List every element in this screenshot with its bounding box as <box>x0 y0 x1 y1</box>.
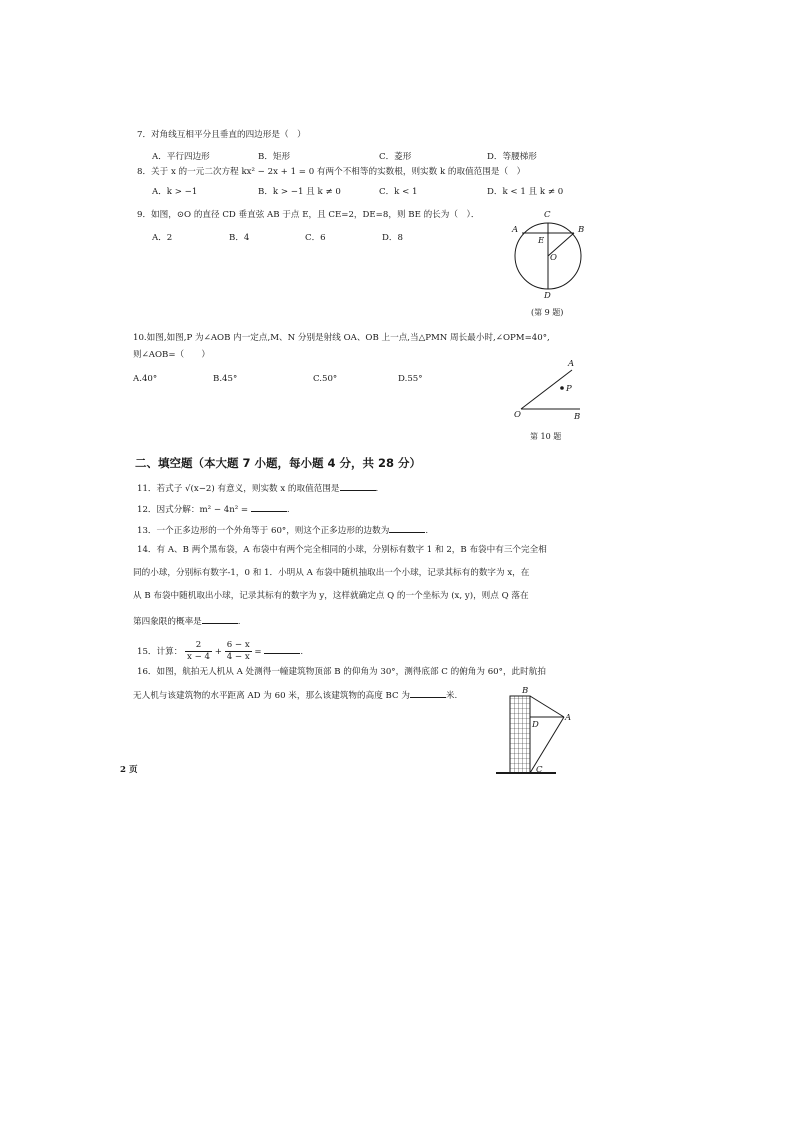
q15-plus: + <box>214 647 222 657</box>
label-b: B <box>578 225 585 235</box>
q14-line4-text: 第四象限的概率是 <box>133 617 202 627</box>
q10-line2: 则∠AOB=（ ） <box>133 350 210 360</box>
ray-oa <box>521 370 572 409</box>
label-a: A <box>565 713 572 723</box>
q10-option-b: B.45° <box>213 374 238 384</box>
q11-text: 11．若式子 √(x−2) 有意义，则实数 x 的取值范围是 <box>137 484 340 494</box>
label-o: O <box>514 410 521 420</box>
q9-option-c: C．6 <box>305 233 326 243</box>
q16-line1: 16．如图，航拍无人机从 A 处测得一幢建筑物顶部 B 的仰角为 30°，测得底部 C 的俯角为 60°，此时航拍 <box>137 667 546 677</box>
q7-option-c: C．菱形 <box>379 152 412 162</box>
q14-line3: 从 B 布袋中随机取出小球，记录其标有的数字为 y，这样就确定点 Q 的一个坐标为 (x, y)，则点 Q 落在 <box>133 591 529 601</box>
q13-text: 13．一个正多边形的一个外角等于 60°，则这个正多边形的边数为 <box>137 526 390 536</box>
q14-line4 <box>133 615 241 628</box>
q15-answer-blank <box>264 645 300 654</box>
label-p: P <box>566 384 572 394</box>
q15-equals: = <box>254 647 262 657</box>
q8-option-d: D．k < 1 且 k ≠ 0 <box>487 187 564 197</box>
q15 <box>137 640 303 664</box>
fraction-1-numerator: 2 <box>185 640 212 652</box>
q7-option-b: B．矩形 <box>258 152 291 162</box>
q8-option-b: B．k > −1 且 k ≠ 0 <box>258 187 341 197</box>
q7-option-d: D．等腰梯形 <box>487 152 537 162</box>
q9-option-d: D．8 <box>382 233 403 243</box>
label-a: A <box>512 225 519 235</box>
q12-text: 12．因式分解：m² − 4n² = <box>137 505 249 515</box>
fraction-2-numerator: 6 − x <box>226 640 250 650</box>
q10-option-d: D.55° <box>398 374 423 384</box>
q14-line2: 同的小球，分别标有数字-1，0 和 1．小明从 A 布袋中随机抽取出一个小球，记录其标有的数字为 x，在 <box>133 568 530 578</box>
q11-answer-blank <box>340 482 376 491</box>
q16-answer-blank <box>410 689 446 698</box>
label-b: B <box>574 412 581 422</box>
q13 <box>137 524 428 537</box>
q14-line1: 14．有 A、B 两个黑布袋，A 布袋中有两个完全相同的小球，分别标有数字 1 和 2，B 布袋中有三个完全相 <box>137 545 547 555</box>
q13-answer-blank <box>389 524 425 533</box>
q12-end: . <box>286 505 290 515</box>
q7-option-a: A．平行四边形 <box>152 152 210 162</box>
label-a: A <box>568 359 575 369</box>
label-e: E <box>538 236 545 246</box>
label-o: O <box>550 253 557 263</box>
q7-stem: 7．对角线互相平分且垂直的四边形是（ ） <box>137 130 306 140</box>
q10-angle-figure <box>510 357 590 423</box>
label-d: D <box>544 291 551 301</box>
q11 <box>137 482 378 495</box>
fraction-2-denominator: 4 − x <box>226 652 250 662</box>
label-c: C <box>544 210 551 220</box>
q16-building-figure <box>494 683 580 779</box>
q9-circle-figure <box>508 205 594 305</box>
q13-end: . <box>425 526 429 536</box>
q9-option-a: A．2 <box>152 233 173 243</box>
q8-stem: 8．关于 x 的一元二次方程 kx² − 2x + 1 = 0 有两个不相等的实数根，则实数 k 的取值范围是（ ） <box>137 167 526 177</box>
q14-answer-blank <box>202 615 238 624</box>
q10-line1: 10.如图,如图,P 为∠AOB 内一定点,M、N 分别是射线 OA、OB 上一点,当△PMN 周长最小时,∠OPM=40°, <box>133 333 550 343</box>
q12 <box>137 503 290 516</box>
q8-option-c: C．k < 1 <box>379 187 418 197</box>
page-number: 2 页 <box>120 765 138 775</box>
q9-option-b: B．4 <box>229 233 250 243</box>
q15-fraction-1 <box>185 640 212 663</box>
q10-caption: 第 10 题 <box>530 432 562 441</box>
q14-end: . <box>237 617 241 627</box>
q15-label: 15．计算： <box>137 647 183 657</box>
q10-option-a: A.40° <box>133 374 158 384</box>
label-d: D <box>532 720 539 730</box>
line-ab <box>530 696 564 717</box>
fraction-1-denominator: x − 4 <box>187 652 211 662</box>
q16-line2-text: 无人机与该建筑物的水平距离 AD 为 60 米，那么该建筑物的高度 BC 为 <box>133 691 410 701</box>
q12-answer-blank <box>251 503 287 512</box>
label-b: B <box>522 686 529 696</box>
q16-line2 <box>133 689 457 702</box>
q11-end: . <box>375 484 379 494</box>
q10-option-c: C.50° <box>313 374 338 384</box>
q8-option-a: A．k > −1 <box>152 187 198 197</box>
q9-stem: 9．如图，⊙O 的直径 CD 垂直弦 AB 于点 E，且 CE=2，DE=8，则 BE 的长为（ ）． <box>137 210 480 220</box>
q15-end: . <box>300 647 304 657</box>
point-p <box>560 386 564 390</box>
section-2-title: 二、填空题（本大题 7 小题，每小题 4 分，共 28 分） <box>135 456 422 470</box>
q16-end: 米. <box>445 691 458 701</box>
q15-fraction-2 <box>225 640 252 663</box>
building <box>510 696 530 773</box>
q9-caption: (第 9 题) <box>531 308 564 317</box>
label-c: C <box>536 765 543 775</box>
